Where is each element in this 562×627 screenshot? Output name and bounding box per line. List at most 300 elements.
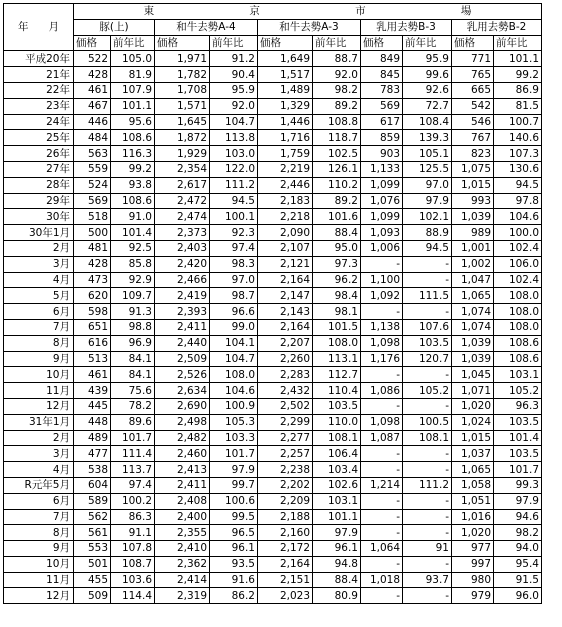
price-cell: 1,098: [361, 335, 403, 351]
ratio-cell: 89.6: [111, 414, 155, 430]
ratio-cell: 100.5: [403, 414, 452, 430]
price-cell: 1,329: [258, 98, 313, 114]
price-cell: 765: [452, 67, 494, 83]
row-label: 30年1月: [4, 225, 74, 241]
market-char-1: 東: [143, 5, 155, 18]
table-row: [4, 161, 542, 177]
price-cell: 2,143: [258, 304, 313, 320]
price-cell: 989: [452, 225, 494, 241]
price-cell: -: [361, 304, 403, 320]
table-row: [4, 493, 542, 509]
price-header: 価格: [258, 35, 313, 51]
price-cell: 2,147: [258, 288, 313, 304]
ratio-cell: 78.2: [111, 398, 155, 414]
ratio-cell: 93.8: [111, 177, 155, 193]
ratio-cell: 72.7: [403, 98, 452, 114]
price-cell: 1,018: [361, 572, 403, 588]
ratio-cell: 95.9: [210, 82, 258, 98]
price-cell: -: [361, 588, 403, 604]
row-label: 10月: [4, 556, 74, 572]
price-cell: 1,098: [361, 414, 403, 430]
ratio-cell: 100.9: [210, 398, 258, 414]
price-cell: 1,074: [452, 319, 494, 335]
row-label: 10月: [4, 367, 74, 383]
ratio-cell: 110.4: [313, 383, 361, 399]
price-header: 価格: [361, 35, 403, 51]
price-cell: 651: [74, 319, 111, 335]
price-cell: 1,039: [452, 335, 494, 351]
ratio-cell: 101.1: [111, 98, 155, 114]
price-cell: 2,151: [258, 572, 313, 588]
row-label: 平成20年: [4, 51, 74, 67]
price-cell: 1,016: [452, 509, 494, 525]
price-cell: 617: [361, 114, 403, 130]
grade-header-dairy-b3: 乳用去勢B-3: [361, 19, 452, 35]
row-label: 7月: [4, 319, 74, 335]
price-cell: 903: [361, 146, 403, 162]
grade-header-dairy-b2: 乳用去勢B-2: [452, 19, 542, 35]
price-cell: 2,257: [258, 446, 313, 462]
price-cell: 823: [452, 146, 494, 162]
ratio-cell: 88.4: [313, 572, 361, 588]
ratio-cell: 101.6: [313, 209, 361, 225]
row-label: 30年: [4, 209, 74, 225]
ratio-cell: 100.6: [210, 493, 258, 509]
price-cell: 2,403: [155, 240, 210, 256]
price-cell: 771: [452, 51, 494, 67]
ratio-cell: 103.1: [494, 367, 542, 383]
price-cell: 616: [74, 335, 111, 351]
ratio-cell: 99.3: [494, 477, 542, 493]
price-cell: -: [361, 446, 403, 462]
ratio-cell: 96.1: [210, 541, 258, 557]
ratio-cell: -: [403, 493, 452, 509]
price-cell: -: [361, 493, 403, 509]
ratio-cell: 92.5: [111, 240, 155, 256]
table-row: [4, 430, 542, 446]
ratio-cell: 105.3: [210, 414, 258, 430]
ratio-cell: -: [403, 446, 452, 462]
ratio-cell: 108.6: [494, 335, 542, 351]
market-char-2: 京: [249, 5, 260, 18]
ratio-cell: 103.5: [403, 335, 452, 351]
row-label: R元年5月: [4, 477, 74, 493]
price-cell: 1,649: [258, 51, 313, 67]
table-row: [4, 367, 542, 383]
price-cell: 2,634: [155, 383, 210, 399]
ratio-cell: 102.4: [494, 272, 542, 288]
ratio-cell: 97.0: [403, 177, 452, 193]
price-cell: 997: [452, 556, 494, 572]
ratio-cell: 96.0: [494, 588, 542, 604]
price-cell: 501: [74, 556, 111, 572]
price-cell: 455: [74, 572, 111, 588]
ratio-cell: 104.1: [210, 335, 258, 351]
price-cell: 2,219: [258, 161, 313, 177]
ratio-cell: 108.6: [494, 351, 542, 367]
ratio-header: 前年比: [313, 35, 361, 51]
ratio-cell: 86.3: [111, 509, 155, 525]
ratio-cell: 108.6: [111, 130, 155, 146]
table-row: [4, 225, 542, 241]
ratio-cell: 99.2: [494, 67, 542, 83]
price-cell: 2,362: [155, 556, 210, 572]
price-cell: 2,393: [155, 304, 210, 320]
price-cell: 2,107: [258, 240, 313, 256]
ratio-cell: 113.7: [111, 462, 155, 478]
ratio-cell: 98.2: [313, 82, 361, 98]
ratio-cell: 101.4: [111, 225, 155, 241]
row-label: 21年: [4, 67, 74, 83]
price-cell: 524: [74, 177, 111, 193]
row-label: 6月: [4, 304, 74, 320]
ratio-header: 前年比: [210, 35, 258, 51]
price-cell: 2,283: [258, 367, 313, 383]
price-cell: 1,076: [361, 193, 403, 209]
price-cell: 2,460: [155, 446, 210, 462]
ratio-cell: 92.0: [210, 98, 258, 114]
price-cell: 2,466: [155, 272, 210, 288]
price-cell: 598: [74, 304, 111, 320]
price-cell: 2,260: [258, 351, 313, 367]
price-cell: -: [361, 256, 403, 272]
ratio-cell: 103.5: [494, 414, 542, 430]
row-label: 12月: [4, 588, 74, 604]
table-row: [4, 51, 542, 67]
ratio-cell: 101.7: [494, 462, 542, 478]
ratio-cell: 84.1: [111, 367, 155, 383]
ratio-cell: 92.0: [313, 67, 361, 83]
price-cell: 859: [361, 130, 403, 146]
table-row: [4, 67, 542, 83]
price-cell: 1,716: [258, 130, 313, 146]
ratio-cell: 105.2: [494, 383, 542, 399]
price-cell: 1,075: [452, 161, 494, 177]
ratio-cell: 108.0: [494, 304, 542, 320]
price-cell: 1,065: [452, 462, 494, 478]
table-row: [4, 130, 542, 146]
price-cell: 2,090: [258, 225, 313, 241]
ratio-cell: 107.3: [494, 146, 542, 162]
header-row-grades: [4, 19, 542, 35]
price-cell: 445: [74, 398, 111, 414]
price-cell: 1,489: [258, 82, 313, 98]
row-label: 23年: [4, 98, 74, 114]
price-cell: 2,472: [155, 193, 210, 209]
table-row: [4, 398, 542, 414]
ratio-cell: 96.2: [313, 272, 361, 288]
price-cell: 2,446: [258, 177, 313, 193]
price-cell: 563: [74, 146, 111, 162]
price-cell: 1,138: [361, 319, 403, 335]
ratio-cell: 89.2: [313, 193, 361, 209]
price-cell: 620: [74, 288, 111, 304]
ratio-cell: 101.7: [210, 446, 258, 462]
price-cell: 604: [74, 477, 111, 493]
ratio-cell: 100.7: [494, 114, 542, 130]
price-cell: 2,172: [258, 541, 313, 557]
ratio-cell: 100.2: [111, 493, 155, 509]
price-cell: 1,001: [452, 240, 494, 256]
row-label: 3月: [4, 446, 74, 462]
table-row: [4, 477, 542, 493]
ratio-cell: 108.0: [210, 367, 258, 383]
row-label: 9月: [4, 541, 74, 557]
price-cell: 2,420: [155, 256, 210, 272]
price-cell: 509: [74, 588, 111, 604]
ratio-cell: 96.5: [210, 525, 258, 541]
ratio-cell: 99.2: [111, 161, 155, 177]
table-row: [4, 414, 542, 430]
ratio-cell: -: [403, 525, 452, 541]
price-cell: 2,319: [155, 588, 210, 604]
ratio-cell: 113.1: [313, 351, 361, 367]
table-row: [4, 240, 542, 256]
ratio-cell: 110.2: [313, 177, 361, 193]
price-cell: -: [361, 462, 403, 478]
header-row-sub: [4, 35, 542, 51]
price-header: 価格: [452, 35, 494, 51]
ratio-cell: 111.2: [210, 177, 258, 193]
price-cell: 1,759: [258, 146, 313, 162]
ratio-cell: 101.7: [111, 430, 155, 446]
price-cell: 2,207: [258, 335, 313, 351]
price-cell: 2,526: [155, 367, 210, 383]
ratio-cell: 88.9: [403, 225, 452, 241]
price-cell: 2,408: [155, 493, 210, 509]
price-cell: 489: [74, 430, 111, 446]
price-cell: 484: [74, 130, 111, 146]
price-cell: 439: [74, 383, 111, 399]
ratio-cell: 103.6: [111, 572, 155, 588]
ratio-cell: 108.0: [494, 288, 542, 304]
price-cell: 2,413: [155, 462, 210, 478]
ratio-cell: 108.4: [403, 114, 452, 130]
ratio-cell: 102.6: [313, 477, 361, 493]
row-label: 31年1月: [4, 414, 74, 430]
price-cell: 428: [74, 256, 111, 272]
price-cell: 446: [74, 114, 111, 130]
ratio-cell: 100.0: [494, 225, 542, 241]
price-cell: -: [361, 509, 403, 525]
ratio-cell: 80.9: [313, 588, 361, 604]
price-cell: 1,058: [452, 477, 494, 493]
price-cell: 2,432: [258, 383, 313, 399]
ratio-cell: 122.0: [210, 161, 258, 177]
price-cell: 845: [361, 67, 403, 83]
table-row: [4, 288, 542, 304]
ratio-cell: 88.4: [313, 225, 361, 241]
table-row: [4, 572, 542, 588]
ratio-cell: 95.9: [403, 51, 452, 67]
ratio-cell: 91.0: [111, 209, 155, 225]
price-cell: 1,971: [155, 51, 210, 67]
row-label: 3月: [4, 256, 74, 272]
ratio-cell: 112.7: [313, 367, 361, 383]
ratio-cell: -: [403, 462, 452, 478]
price-cell: 2,164: [258, 272, 313, 288]
price-cell: 1,929: [155, 146, 210, 162]
ratio-cell: 105.1: [403, 146, 452, 162]
table-row: [4, 82, 542, 98]
price-cell: 559: [74, 161, 111, 177]
price-cell: 1,086: [361, 383, 403, 399]
price-cell: 2,373: [155, 225, 210, 241]
price-cell: 518: [74, 209, 111, 225]
ratio-cell: 102.5: [313, 146, 361, 162]
price-cell: 553: [74, 541, 111, 557]
market-header: [74, 4, 542, 20]
ratio-cell: 99.6: [403, 67, 452, 83]
row-label: 5月: [4, 288, 74, 304]
ratio-cell: -: [403, 304, 452, 320]
price-cell: 1,020: [452, 525, 494, 541]
ratio-cell: 93.7: [403, 572, 452, 588]
row-label: 27年: [4, 161, 74, 177]
row-label: 11月: [4, 572, 74, 588]
ratio-cell: 95.6: [111, 114, 155, 130]
price-cell: 1,037: [452, 446, 494, 462]
price-cell: 1,087: [361, 430, 403, 446]
price-cell: 473: [74, 272, 111, 288]
ratio-cell: 94.5: [403, 240, 452, 256]
grade-header-pork: 豚(上): [74, 19, 155, 35]
price-cell: 513: [74, 351, 111, 367]
price-cell: 1,092: [361, 288, 403, 304]
ratio-cell: 108.1: [403, 430, 452, 446]
price-cell: 2,410: [155, 541, 210, 557]
price-cell: 1,045: [452, 367, 494, 383]
price-cell: 2,509: [155, 351, 210, 367]
ratio-cell: 92.6: [403, 82, 452, 98]
ratio-cell: 104.6: [494, 209, 542, 225]
price-cell: 2,617: [155, 177, 210, 193]
ratio-cell: -: [403, 398, 452, 414]
price-cell: 448: [74, 414, 111, 430]
price-cell: 1,099: [361, 177, 403, 193]
price-cell: 1,015: [452, 430, 494, 446]
row-label: 25年: [4, 130, 74, 146]
ratio-cell: 94.6: [494, 509, 542, 525]
row-label: 24年: [4, 114, 74, 130]
ratio-cell: 96.3: [494, 398, 542, 414]
ratio-cell: 93.5: [210, 556, 258, 572]
table-row: [4, 446, 542, 462]
ratio-cell: 116.3: [111, 146, 155, 162]
price-cell: 477: [74, 446, 111, 462]
price-cell: -: [361, 556, 403, 572]
price-cell: 1,002: [452, 256, 494, 272]
ratio-cell: 97.9: [313, 525, 361, 541]
ratio-cell: 94.0: [494, 541, 542, 557]
table-row: [4, 383, 542, 399]
table-row: [4, 335, 542, 351]
price-cell: 1,006: [361, 240, 403, 256]
ratio-cell: 96.6: [210, 304, 258, 320]
price-cell: 1,039: [452, 351, 494, 367]
ratio-cell: 106.0: [494, 256, 542, 272]
ratio-cell: 91.6: [210, 572, 258, 588]
price-cell: 2,238: [258, 462, 313, 478]
price-cell: 1,051: [452, 493, 494, 509]
price-cell: 1,517: [258, 67, 313, 83]
price-cell: 542: [452, 98, 494, 114]
ratio-cell: 98.3: [210, 256, 258, 272]
ratio-cell: 107.6: [403, 319, 452, 335]
ratio-cell: 97.9: [403, 193, 452, 209]
ratio-cell: 75.6: [111, 383, 155, 399]
row-label: 8月: [4, 525, 74, 541]
ratio-header: 前年比: [403, 35, 452, 51]
ratio-cell: 90.4: [210, 67, 258, 83]
price-cell: 2,474: [155, 209, 210, 225]
table-row: [4, 272, 542, 288]
price-cell: 2,164: [258, 556, 313, 572]
ratio-cell: 101.5: [313, 319, 361, 335]
price-cell: 1,039: [452, 209, 494, 225]
ratio-cell: 108.0: [313, 335, 361, 351]
market-char-4: 場: [460, 5, 472, 18]
price-cell: 522: [74, 51, 111, 67]
ratio-cell: 81.5: [494, 98, 542, 114]
ratio-cell: 84.1: [111, 351, 155, 367]
price-cell: 1,020: [452, 398, 494, 414]
ratio-cell: 103.0: [210, 146, 258, 162]
ratio-cell: 111.4: [111, 446, 155, 462]
price-cell: 1,047: [452, 272, 494, 288]
price-cell: 538: [74, 462, 111, 478]
price-cell: -: [361, 367, 403, 383]
table-row: [4, 98, 542, 114]
row-label: 8月: [4, 335, 74, 351]
ratio-cell: 105.0: [111, 51, 155, 67]
year-month-header: [4, 4, 74, 51]
ratio-cell: 100.1: [210, 209, 258, 225]
row-label: 22年: [4, 82, 74, 98]
table-row: [4, 209, 542, 225]
ratio-cell: 140.6: [494, 130, 542, 146]
price-cell: 1,645: [155, 114, 210, 130]
ratio-cell: 88.7: [313, 51, 361, 67]
ratio-cell: 109.7: [111, 288, 155, 304]
price-cell: 1,571: [155, 98, 210, 114]
row-label: 9月: [4, 351, 74, 367]
price-cell: 2,188: [258, 509, 313, 525]
table-row: [4, 193, 542, 209]
row-label: 2月: [4, 240, 74, 256]
ratio-cell: 103.5: [313, 398, 361, 414]
ratio-cell: 108.1: [313, 430, 361, 446]
row-label: 11月: [4, 383, 74, 399]
price-cell: 500: [74, 225, 111, 241]
ratio-cell: 86.2: [210, 588, 258, 604]
ratio-cell: 108.8: [313, 114, 361, 130]
ratio-cell: 99.7: [210, 477, 258, 493]
table-row: [4, 304, 542, 320]
ratio-cell: 91.3: [111, 304, 155, 320]
ratio-cell: 108.0: [494, 319, 542, 335]
ratio-cell: 99.0: [210, 319, 258, 335]
price-cell: 2,411: [155, 477, 210, 493]
ratio-cell: -: [403, 509, 452, 525]
ratio-cell: 102.4: [494, 240, 542, 256]
price-cell: 783: [361, 82, 403, 98]
price-header: 価格: [155, 35, 210, 51]
table-row: [4, 256, 542, 272]
price-header: 価格: [74, 35, 111, 51]
price-cell: 1,065: [452, 288, 494, 304]
price-cell: 2,354: [155, 161, 210, 177]
